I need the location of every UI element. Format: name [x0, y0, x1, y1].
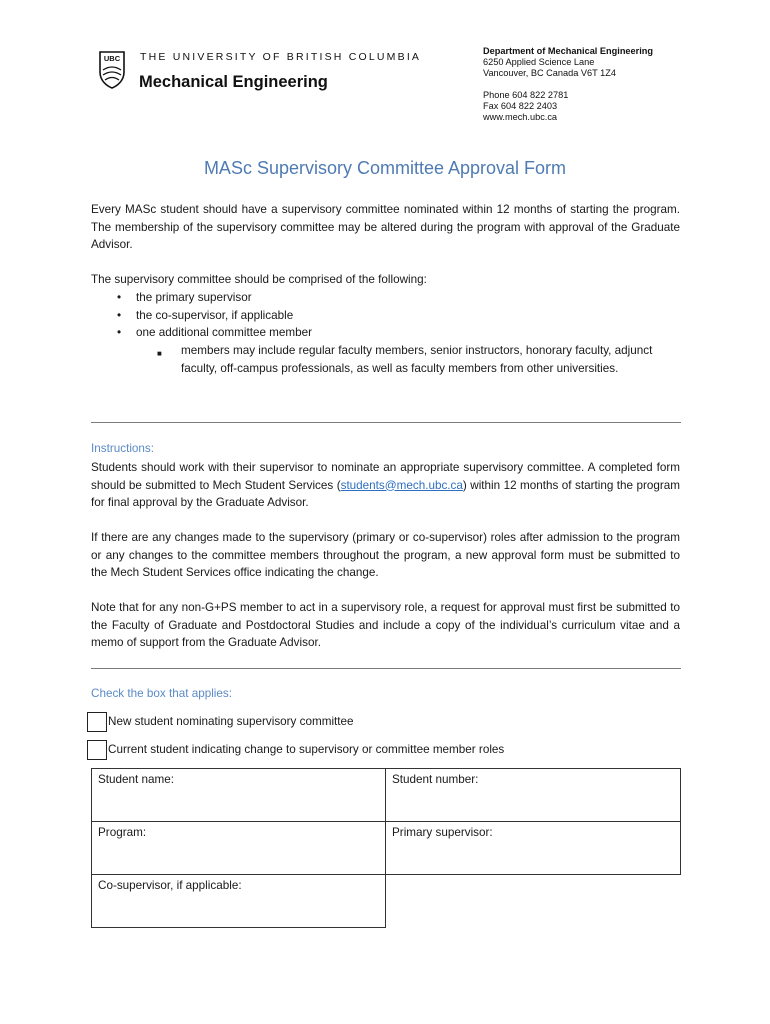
address-department: Department of Mechanical Engineering: [483, 46, 654, 56]
list-item: • the co-supervisor, if applicable: [117, 308, 294, 322]
instructions-paragraph-1: Students should work with their supervisor to nominate an appropriate supervisory committee. A completed form should be submitted to Mech Student Services (students@mech.ubc.ca) within 12 months of starting the program for final approval by the Graduate Advisor.: [91, 461, 680, 509]
instructions-paragraph-2: If there are any changes made to the supervisory (primary or co-supervisor) roles after admission to the program or any changes to the committee members throughout the program, a new approval form must be submitted to the Mech Student Services office indicating the change.: [91, 531, 680, 579]
address-web[interactable]: www.mech.ubc.ca: [483, 112, 558, 122]
student-name-field[interactable]: [92, 769, 386, 822]
department-name: Mechanical Engineering: [139, 73, 328, 91]
co-supervisor-label: Co-supervisor, if applicable:: [98, 879, 242, 892]
divider: [91, 668, 681, 669]
student-number-field[interactable]: [386, 769, 681, 822]
current-student-checkbox[interactable]: [87, 740, 107, 760]
instructions-heading: Instructions:: [91, 442, 155, 455]
page-title: MASc Supervisory Committee Approval Form: [203, 158, 567, 178]
student-services-email-link[interactable]: students@mech.ubc.ca: [340, 478, 463, 492]
address-phone: Phone 604 822 2781: [483, 90, 569, 100]
new-student-checkbox[interactable]: [87, 712, 107, 732]
address-street: 6250 Applied Science Lane: [483, 57, 595, 67]
list-item: • the primary supervisor: [117, 291, 252, 304]
student-number-label: Student number:: [392, 773, 479, 786]
list-subitem: ■ members may include regular faculty members, senior instructors, honorary faculty, adjunct faculty, off-campus professionals, as well as faculty members from other universities.: [157, 344, 653, 375]
divider: [91, 422, 681, 423]
co-supervisor-field[interactable]: [92, 875, 386, 928]
crest-text: UBC: [103, 54, 121, 63]
student-name-label: Student name:: [98, 773, 175, 786]
university-name: THE UNIVERSITY OF BRITISH COLUMBIA: [140, 51, 422, 63]
checkbox-heading: Check the box that applies:: [91, 687, 232, 700]
primary-supervisor-label: Primary supervisor:: [392, 826, 493, 839]
student-info-form: [91, 768, 681, 928]
composition-lead: The supervisory committee should be comprised of the following:: [91, 273, 427, 286]
ubc-crest-logo: [97, 50, 127, 90]
address-fax: Fax 604 822 2403: [483, 101, 558, 111]
current-student-label: Current student indicating change to supervisory or committee member roles: [108, 743, 505, 756]
primary-supervisor-field[interactable]: [386, 822, 681, 875]
department-address: [483, 46, 653, 123]
instructions-paragraph-3: Note that for any non-G+PS member to act in a supervisory role, a request for approval must first be submitted to the Faculty of Graduate and Postdoctoral Studies and include a copy of the individual’s curriculum vitae and a memo of support from the Graduate Advisor.: [91, 601, 680, 649]
list-item: • one additional committee member: [117, 326, 313, 339]
new-student-label: New student nominating supervisory committee: [108, 715, 354, 728]
program-field[interactable]: [92, 822, 386, 875]
composition-list: [117, 289, 312, 342]
program-label: Program:: [98, 826, 147, 839]
intro-paragraph: Every MASc student should have a supervisory committee nominated within 12 months of starting the program. The membership of the supervisory committee may be altered during the program with approval of the Graduate Advisor.: [91, 203, 680, 251]
empty-cell: [386, 875, 681, 928]
address-city: Vancouver, BC Canada V6T 1Z4: [483, 68, 616, 78]
